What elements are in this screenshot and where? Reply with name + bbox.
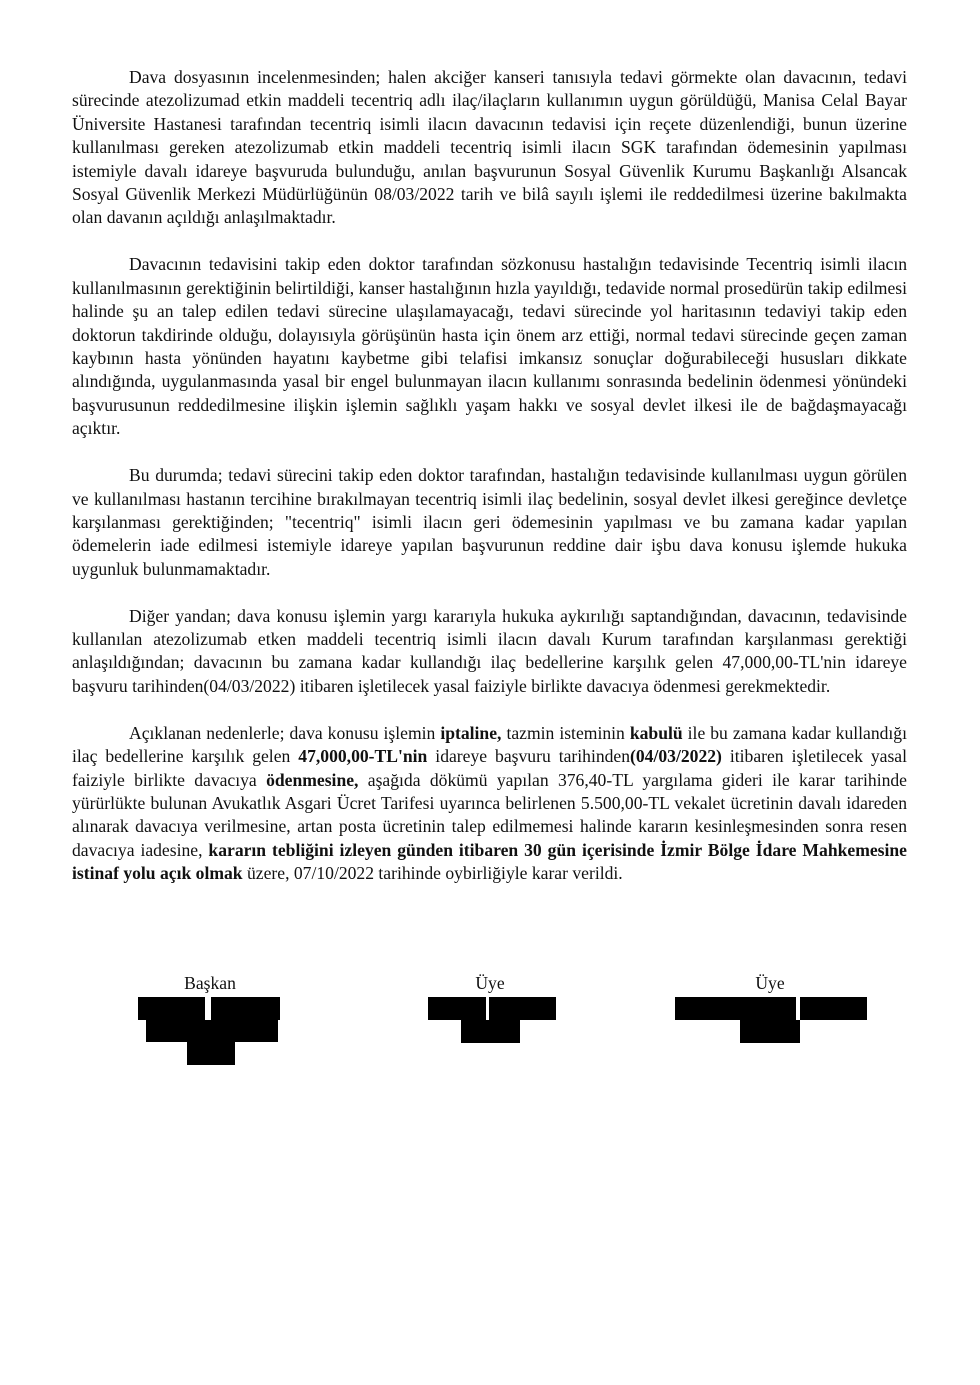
redaction-bar — [740, 1020, 800, 1043]
text-run: tazmin isteminin — [501, 722, 630, 743]
bold-text-run: 47,000,00-TL'nin — [298, 746, 428, 767]
redaction-bar — [146, 1020, 278, 1042]
bold-text-run: kabulü — [629, 722, 683, 743]
paragraph — [72, 722, 907, 886]
signature-president — [160, 972, 260, 995]
redaction-bar — [428, 997, 486, 1020]
bold-text-run: kararın tebliğini izleyen günden itibaren 30 gün içerisinde İzmir Bölge İdare Mahkemesine istinaf yolu açık olmak — [72, 839, 907, 884]
text-run: Dava dosyasının incelenmesinden; halen akciğer kanseri tanısıyla tedavi görmekte olan davacının, tedavi sürecinde atezolizumad etkin maddeli tecentriq adlı ilaç/ilaçların kullanımın uygun görüldüğü, Manisa Celal Bayar Üniversite Hastanesi tarafından tecentriq isimli ilacın davacının tedavisi için reçete düzenlendiği, bunun üzerine kullanılması gereken atezolizumab etkin maddeli tecentriq isimli ilacın SGK tarafından ödemesinin yapılması istemiyle davalı idareye başvuruda bulunduğu, anılan başvurunun Sosyal Güvenlik Kurumu Başkanlığı Alsancak Sosyal Güvenlik Merkezi Müdürlüğünün 08/03/2022 tarih ve bilâ sayılı işlemi ile reddedilmesi üzerine bakılmakta olan davanın açıldığı anlaşılmaktadır. — [72, 67, 907, 228]
text-run: Diğer yandan; dava konusu işlemin yargı kararıyla hukuka aykırılığı saptandığından, davacının, tedavisinde kullanılan atezolizumab etken maddeli tecentriq isimli ilacın davalı Kurum tarafından karşılanması gerektiği anlaşıldığından; davacının bu zamana kadar kullandığı ilaç bedellerine karşılık gelen 47,000,00-TL'nin idareye başvuru tarihinden(04/03/2022) itibaren işletilecek yasal faiziyle birlikte davacıya ödenmesi gerekmektedir. — [72, 605, 907, 696]
paragraph — [72, 464, 907, 581]
bold-text-run: ödenmesine, — [266, 769, 359, 790]
text-run: üzere, 07/10/2022 tarihinde oybirliğiyle karar verildi. — [242, 863, 623, 884]
redaction-bar — [187, 1042, 235, 1065]
document-body — [72, 66, 907, 909]
text-run: itibaren işletilecek yasal faiziyle birlikte davacıya — [72, 746, 907, 790]
signature-member-2 — [720, 972, 820, 995]
text-run: ile bu zamana kadar kullandığı ilaç bedellerine karşılık gelen — [72, 722, 907, 767]
paragraph — [72, 253, 907, 440]
signature-title-president: Başkan — [184, 973, 236, 993]
signature-title-member-1: Üye — [475, 973, 505, 993]
redaction-bar — [489, 997, 556, 1020]
text-run: Açıklanan nedenlerle; dava konusu işlemin — [129, 722, 441, 743]
signature-member-1 — [440, 972, 540, 995]
signature-title-member-2: Üye — [755, 973, 785, 993]
redaction-bar — [675, 997, 796, 1020]
redaction-bar — [138, 997, 205, 1020]
text-run: idareye başvuru tarihinden — [427, 746, 631, 767]
bold-text-run: iptaline, — [440, 722, 502, 743]
text-run: Bu durumda; tedavi sürecini takip eden doktor tarafından, hastalığın tedavisinde kullanılması uygun görülen ve kullanılması hastanın tercihine bırakılmayan tecentriq isimli ilaç bedelinin, sosyal devlet ilkesi gereğince devletçe karşılanması gerektiğinden; "tecentriq" isimli ilacın geri ödemesinin yapılması ve bu zamana kadar yapılan ödemelerin iade edilmesi istemiyle idareye yapılan başvurunun reddine dair işbu dava konusu işlemde hukuka uygunluk bulunmamaktadır. — [72, 465, 907, 579]
redaction-bar — [211, 997, 280, 1020]
bold-text-run: (04/03/2022) — [630, 746, 722, 767]
text-run: Davacının tedavisini takip eden doktor tarafından sözkonusu hastalığın tedavisinde Tecentriq isimli ilacın kullanılmasının gerektiğinin belirtildiği, kanser hastalığının hızla yayıldığı, tedavide normal prosedürün takip edilmesi halinde şu an talep edilen tedavi sürecine ulaşılamayacağı, tedavi sürecinde yol haritasının tedaviyi takip eden doktorun takdirinde olduğu, dolayısıyla görüşünün hasta için önem arz ettiği, normal tedavi sürecinde geçen zaman kaybının hasta yönünden hayatını kaybetme gibi telafisi imkansız sonuçlar doğurabileceği hususları dikkate alındığında, uygulanmasında yasal bir engel bulunmayan ilacın kullanımı sonrasında bedelinin ödenmesi yönündeki başvurusunun reddedilmesine ilişkin işlemin sağlıklı yaşam hakkı ve sosyal devlet ilkesi ile de bağdaşmayacağı açıktır. — [72, 254, 907, 439]
paragraph — [72, 66, 907, 230]
redaction-bar — [461, 1020, 520, 1043]
paragraph — [72, 605, 907, 699]
text-run: aşağıda dökümü yapılan 376,40-TL yargılama gideri ile karar tarihinde yürürlükte bulunan Avukatlık Asgari Ücret Tarifesi uyarınca belirlenen 5.500,00-TL vekalet ücretinin davalı idareden alınarak davacıya verilmesine, artan posta ücretinin talep edilmemesi halinde kararın kesinleşmesinden sonra resen davacıya iadesine, — [72, 769, 907, 860]
redaction-bar — [800, 997, 867, 1020]
